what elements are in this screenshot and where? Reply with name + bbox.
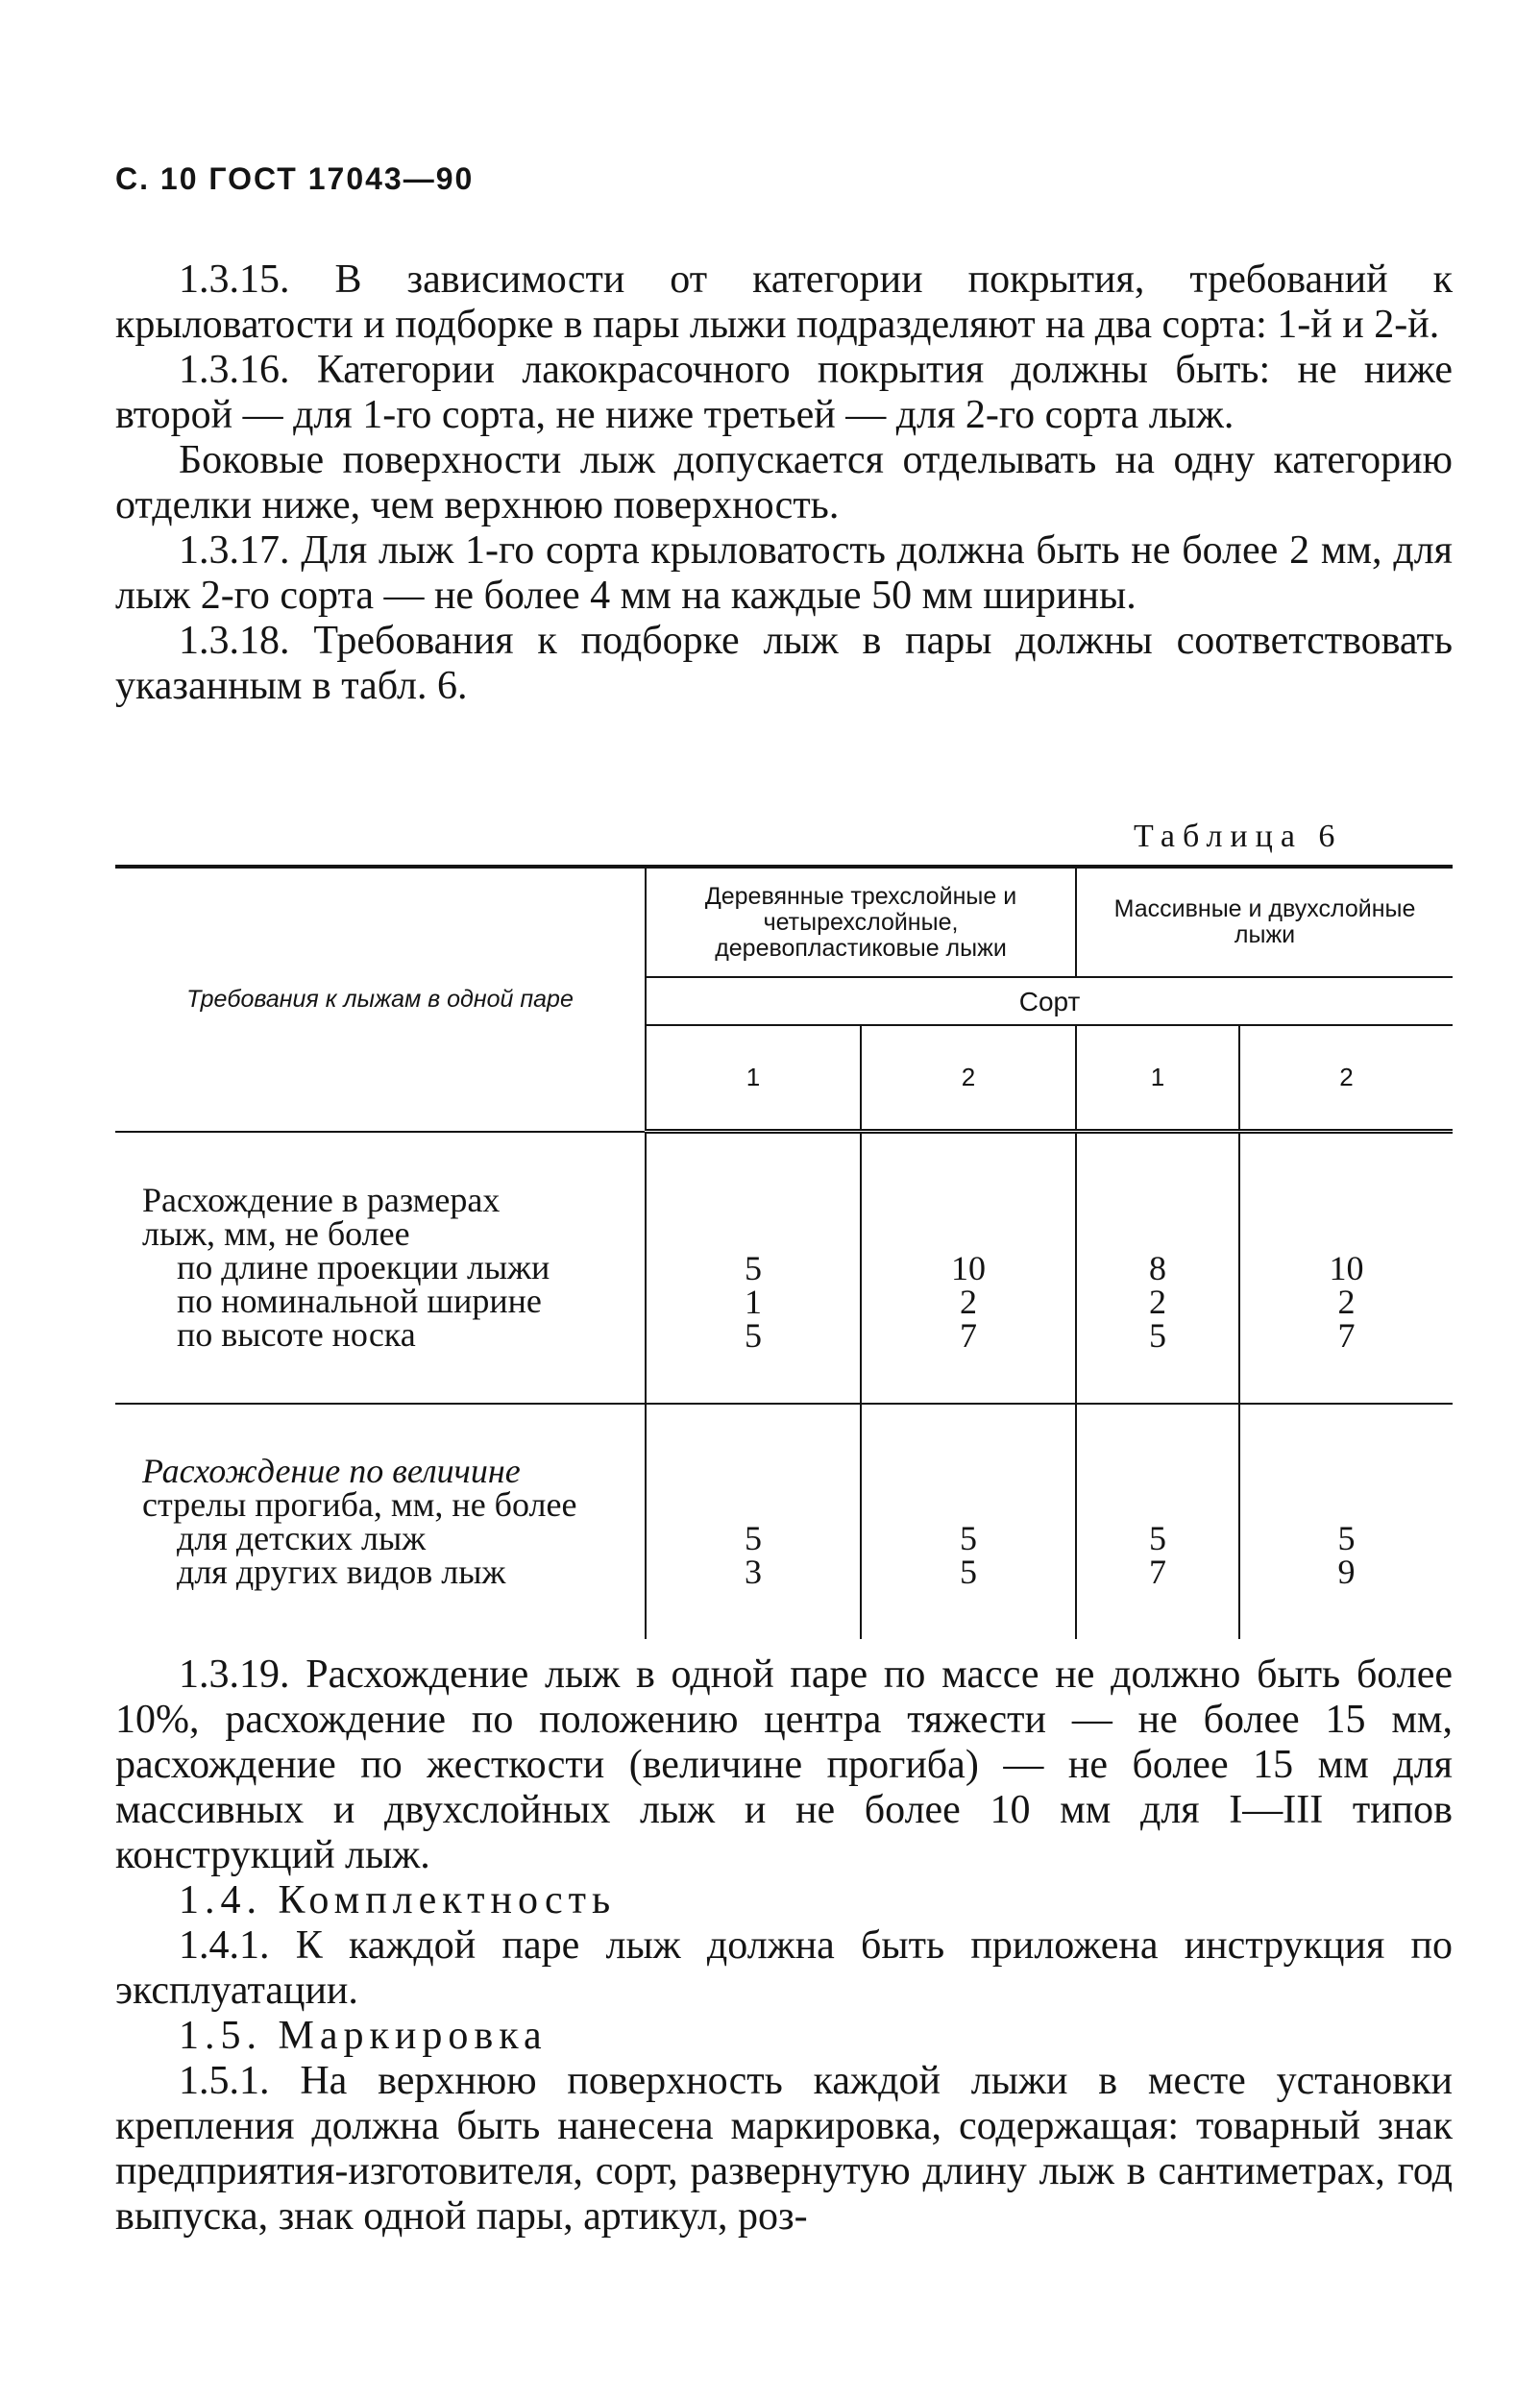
paragraph-1-3-18: 1.3.18. Требования к подборке лыж в пары должны соответствовать указанным в табл. 6. (115, 619, 1453, 708)
requirement-item: для детских лыж (177, 1519, 427, 1557)
paragraph-1-3-15: 1.3.15. В зависимости от категории покрытия, требований к крыловатости и подборке в пары лыжи подразделяют на два сорта: 1-й и 2-й. (115, 257, 1453, 347)
table-6 (115, 865, 1453, 1639)
paragraph-1-3-19: 1.3.19. Расхождение лыж в одной паре по массе не должно быть более 10%, расхождение по положению центра тяжести — не более 15 мм, расхождение по жесткости (величине прогиба) — не более 15 мм для массивных и двухслойных лыж и не более 10 мм для I—III типов конструкций лыж. (115, 1652, 1453, 1877)
value-cell: 10 2 7 (1239, 1132, 1453, 1405)
sort-number-header: 1 (646, 1025, 861, 1132)
paragraph-1-3-17: 1.3.17. Для лыж 1-го сорта крыловатость должна быть не более 2 мм, для лыж 2-го сорта — не более 4 мм на каждые 50 мм ширины. (115, 528, 1453, 618)
body-text-top (115, 257, 1453, 709)
paragraph-1-5-1: 1.5.1. На верхнюю поверхность каждой лыжи в месте установки крепления должна быть нанесена маркировка, содержащая: товарный знак предприятия-изготовителя, сорт, развернутую длину лыж в сантиметрах, год выпуска, знак одной пары, артикул, роз- (115, 2059, 1453, 2239)
value-cell: 5 9 (1239, 1404, 1453, 1639)
spec-table (115, 865, 1453, 1639)
requirement-cell (115, 1132, 646, 1405)
requirement-title: лыж, мм, не более (142, 1213, 410, 1253)
section-heading-marking: 1.5. Маркировка (179, 2014, 548, 2058)
solid-skis-header: Массивные и двухслойные лыжи (1076, 867, 1453, 977)
requirement-item: по длине проекции лыжи (177, 1247, 550, 1286)
wooden-skis-header: Деревянные трехслойные и четырехслойные, деревопластиковые лыжи (646, 867, 1076, 977)
paragraph-1-3-16: 1.3.16. Категории лакокрасочного покрытия должны быть: не ниже второй — для 1-го сорта, не ниже третьей — для 2-го сорта лыж. (115, 348, 1453, 437)
requirement-cell (115, 1404, 646, 1639)
section-heading-completeness: 1.4. Комплектность (179, 1878, 617, 1922)
requirement-title: Расхождение в размерах (142, 1180, 501, 1219)
paragraph-1-4-1: 1.4.1. К каждой паре лыж должна быть приложена инструкция по эксплуатации. (115, 1923, 1453, 2013)
requirement-item: по номинальной ширине (177, 1281, 542, 1320)
value-cell: 5 5 (861, 1404, 1076, 1639)
value-cell: 10 2 7 (861, 1132, 1076, 1405)
sort-number-header: 1 (1076, 1025, 1239, 1132)
value-cell: 5 1 5 (646, 1132, 861, 1405)
paragraph-side-surfaces: Боковые поверхности лыж допускается отделывать на одну категорию отделки ниже, чем верхнюю поверхность. (115, 438, 1453, 527)
page-header: С. 10 ГОСТ 17043—90 (115, 161, 475, 196)
value-cell: 8 2 5 (1076, 1132, 1239, 1405)
sort-number-header: 2 (1239, 1025, 1453, 1132)
table-row (115, 1132, 1453, 1405)
requirement-title: Расхождение по величине (142, 1452, 521, 1490)
body-text-bottom (115, 1652, 1453, 2240)
requirement-title: стрелы прогиба, мм, не более (142, 1485, 577, 1524)
requirement-item: для других видов лыж (177, 1553, 506, 1591)
table-row (115, 1404, 1453, 1639)
value-cell: 5 7 (1076, 1404, 1239, 1639)
sort-number-header: 2 (861, 1025, 1076, 1132)
requirements-column-header: Требования к лыжам в одной паре (115, 867, 646, 1132)
table-caption: Таблица 6 (1134, 819, 1343, 854)
sort-header: Сорт (646, 977, 1453, 1025)
value-cell: 5 3 (646, 1404, 861, 1639)
requirement-item: по высоте носка (177, 1314, 416, 1354)
